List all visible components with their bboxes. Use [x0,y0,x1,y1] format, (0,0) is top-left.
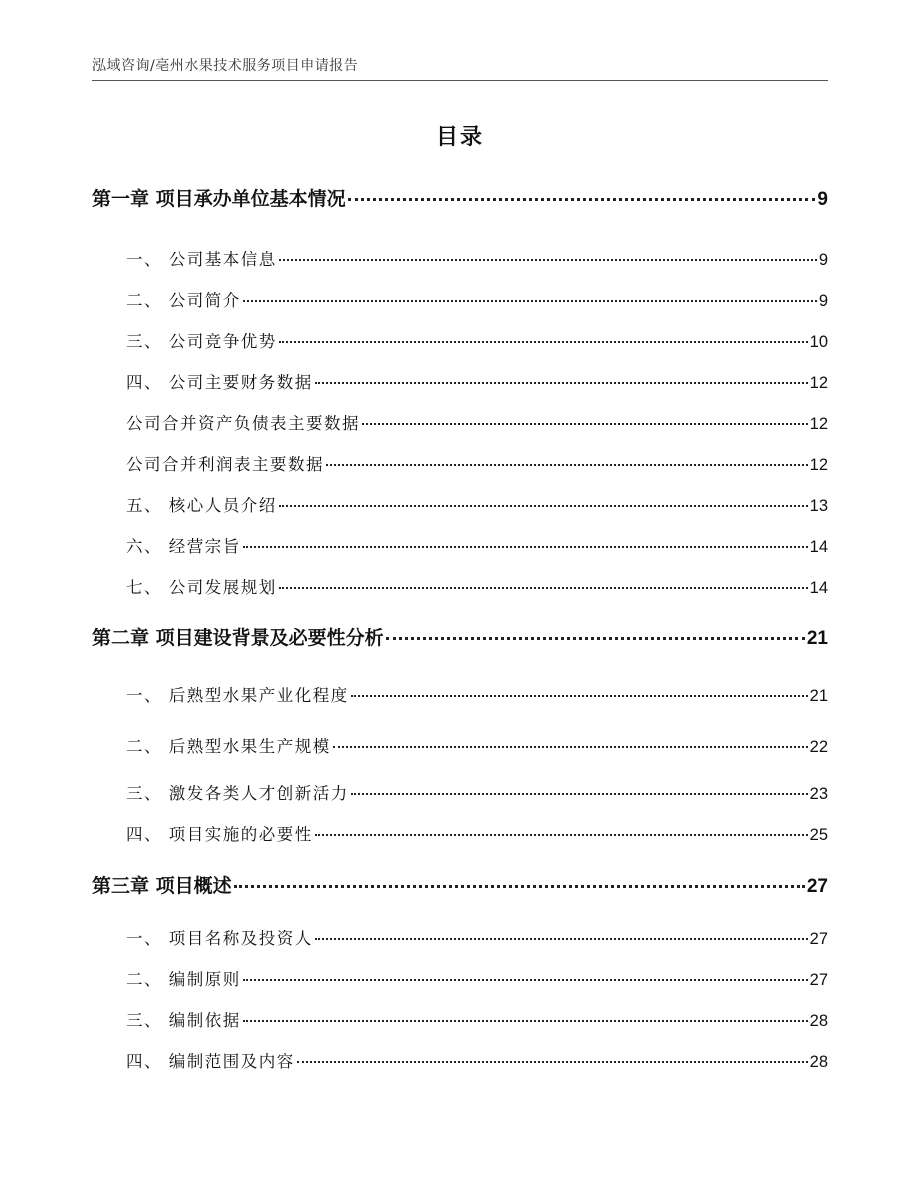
dot-leader [333,745,808,748]
toc-section[interactable] [92,574,828,598]
dot-leader [315,937,808,940]
toc-entry-page: 28 [809,1012,828,1030]
dot-leader [243,978,808,981]
toc-entry-page: 13 [809,497,828,515]
toc-entry-page: 21 [806,628,828,649]
toc-entry-page: 27 [806,876,828,897]
toc-entry-page: 9 [818,292,828,310]
toc-entry-page: 22 [809,738,828,756]
dot-leader [315,381,808,384]
toc-section[interactable] [92,733,828,757]
toc-section[interactable] [92,533,828,557]
toc-section[interactable] [92,369,828,393]
toc-entry-label: 公司合并资产负债表主要数据 [126,414,360,433]
toc-entry-label: 三、 激发各类人才创新活力 [126,784,349,803]
toc-section[interactable] [92,328,828,352]
toc-entry-page: 12 [809,456,828,474]
toc-entry-label: 第二章 项目建设背景及必要性分析 [92,627,384,649]
toc-entry-page: 9 [817,189,828,210]
toc-entry-label: 六、 经营宗旨 [126,537,241,556]
toc-entry-label: 三、 编制依据 [126,1011,241,1030]
dot-leader [348,197,816,201]
dot-leader [351,694,808,697]
toc-entry-label: 一、 公司基本信息 [126,250,277,269]
toc-section[interactable] [92,780,828,804]
toc-entry-label: 第一章 项目承办单位基本情况 [92,188,346,210]
header-rule [92,80,828,81]
dot-leader [362,422,808,425]
dot-leader [279,258,817,261]
toc-chapter-3[interactable] [92,871,828,898]
toc-entry-label: 二、 公司简介 [126,291,241,310]
toc-section[interactable] [92,925,828,949]
toc-entry-page: 27 [809,930,828,948]
toc-section[interactable] [92,492,828,516]
dot-leader [315,833,808,836]
toc-entry-label: 一、 项目名称及投资人 [126,929,313,948]
toc-entry-page: 28 [809,1053,828,1071]
toc-entry-label: 四、 项目实施的必要性 [126,825,313,844]
toc-entry-page: 23 [809,785,828,803]
toc-entry-page: 12 [809,374,828,392]
toc-section[interactable] [92,682,828,706]
toc-entry-label: 第三章 项目概述 [92,875,232,897]
dot-leader [279,504,808,507]
toc-entry-label: 四、 编制范围及内容 [126,1052,295,1071]
toc-section[interactable] [92,287,828,311]
toc-entry-label: 一、 后熟型水果产业化程度 [126,686,349,705]
dot-leader [279,340,808,343]
toc-section[interactable] [92,821,828,845]
toc-entry-label: 七、 公司发展规划 [126,578,277,597]
dot-leader [243,299,817,302]
toc-section[interactable] [92,246,828,270]
dot-leader [351,792,808,795]
toc-entry-page: 21 [809,687,828,705]
running-header: 泓域咨询/亳州水果技术服务项目申请报告 [92,58,359,74]
toc-entry-label: 五、 核心人员介绍 [126,496,277,515]
dot-leader [279,586,808,589]
toc-entry-page: 9 [818,251,828,269]
toc-entry-label: 二、 编制原则 [126,970,241,989]
dot-leader [297,1060,808,1063]
toc-entry-label: 四、 公司主要财务数据 [126,373,313,392]
toc-chapter-1[interactable] [92,184,828,211]
toc-section[interactable] [92,966,828,990]
toc-section[interactable] [92,451,828,475]
toc-entry-page: 12 [809,415,828,433]
dot-leader [234,884,805,888]
dot-leader [243,545,808,548]
dot-leader [386,636,805,640]
toc-section[interactable] [92,1007,828,1031]
toc-section[interactable] [92,1048,828,1072]
dot-leader [243,1019,808,1022]
dot-leader [326,463,808,466]
toc-entry-page: 25 [809,826,828,844]
toc-entry-page: 14 [809,538,828,556]
toc-entry-label: 公司合并利润表主要数据 [126,455,324,474]
toc-entry-label: 三、 公司竞争优势 [126,332,277,351]
toc-chapter-2[interactable] [92,623,828,650]
toc-section[interactable] [92,410,828,434]
toc-entry-label: 二、 后熟型水果生产规模 [126,737,331,756]
toc-title: 目录 [435,125,484,150]
toc-entry-page: 14 [809,579,828,597]
toc-entry-page: 27 [809,971,828,989]
toc-entry-page: 10 [809,333,828,351]
